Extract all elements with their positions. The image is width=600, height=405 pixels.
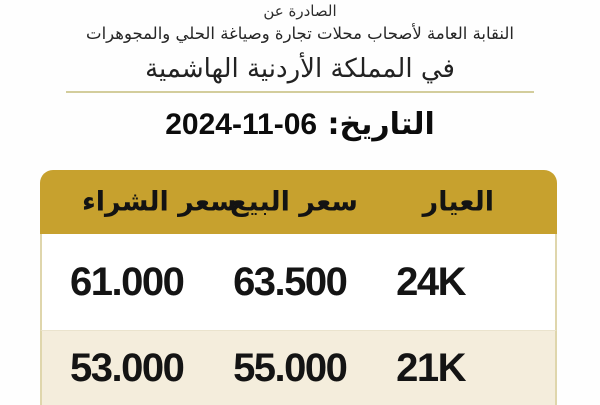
kingdom-name: في المملكة الأردنية الهاشمية — [145, 54, 455, 84]
date-label: التاريخ: — [327, 107, 435, 142]
cell-karat: 24K — [396, 259, 465, 304]
cell-karat: 21K — [396, 345, 465, 390]
cell-buy-price: 53.000 — [70, 345, 184, 390]
table-header-row — [40, 170, 557, 234]
header-divider — [66, 91, 534, 93]
table-row-21k — [40, 330, 557, 405]
gold-price-table — [40, 170, 557, 405]
table-row-24k — [40, 234, 557, 330]
cell-sell-price: 63.500 — [233, 259, 347, 304]
column-header-sell-price: سعر البيع — [230, 186, 358, 218]
issued-by-text: الصادرة عن — [263, 2, 337, 20]
cell-sell-price: 55.000 — [233, 345, 347, 390]
organization-name: النقابة العامة لأصحاب محلات تجارة وصياغة الحلي والمجوهرات — [86, 24, 514, 43]
column-header-buy-price: سعر الشراء — [82, 186, 237, 218]
date-value: 06-11-2024 — [165, 108, 318, 141]
column-header-karat: العيار — [422, 186, 494, 218]
date-line — [0, 107, 600, 142]
cell-buy-price: 61.000 — [70, 259, 184, 304]
